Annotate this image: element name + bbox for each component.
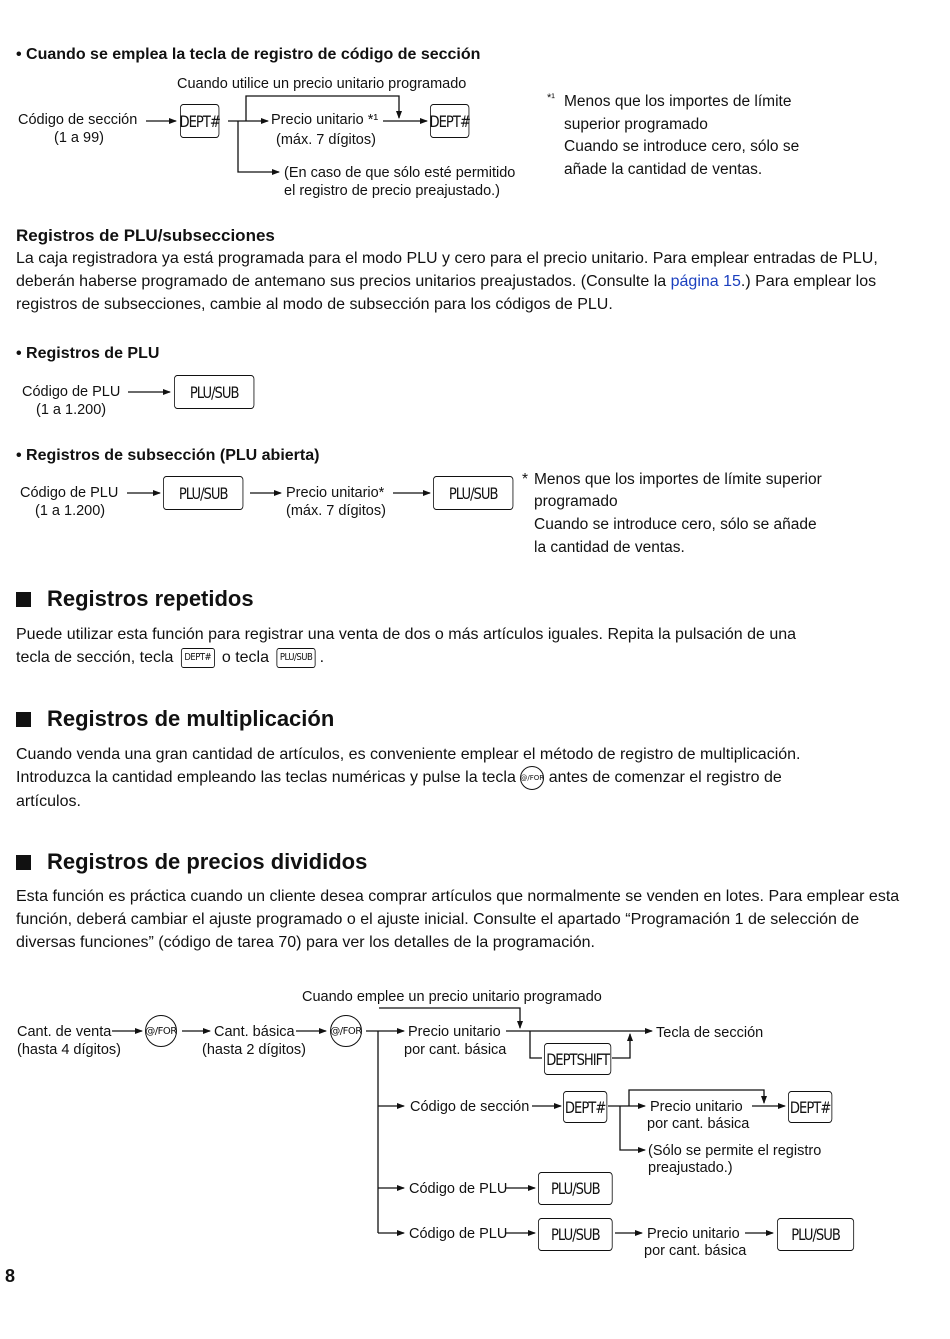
section-code-range: (1 a 99): [54, 130, 104, 146]
dept-key-2[interactable]: DEPT#: [430, 104, 469, 138]
plu-code-label: Código de PLU: [22, 384, 121, 400]
subsection-bullet: • Registros de subsección (PLU abierta): [16, 447, 320, 464]
plu-code-label-2: Código de PLU: [20, 485, 119, 501]
plu-heading: Registros de PLU/subsecciones: [16, 226, 275, 245]
plu-paragraph: La caja registradora ya está programada para el modo PLU y cero para el precio unitario. Para emplear entradas de PLU, deberán haberse programado de antemano sus precios unitarios preajustados. (Consulte la página 15.) Para emplear los registros de subsecciones, cambie al modo de subsección para los códigos de PLU.: [16, 250, 878, 313]
plu-footnote-line4: la cantidad de ventas.: [534, 539, 685, 556]
split-plu-code-label-2: Código de PLU: [409, 1226, 508, 1242]
footnote-mark: *¹: [547, 92, 555, 104]
plu-sub-key-3[interactable]: PLU/SUB: [433, 476, 513, 510]
preset-note-line2: el registro de precio preajustado.): [284, 183, 501, 199]
for-key[interactable]: @/FOR: [145, 1015, 177, 1047]
split-plu-key[interactable]: PLU/SUB: [538, 1172, 613, 1205]
dept-key[interactable]: DEPT#: [180, 104, 219, 138]
split-preset-line2: preajustado.): [648, 1160, 733, 1176]
split-plu-code-label: Código de PLU: [409, 1181, 508, 1197]
for-key-2[interactable]: @/FOR: [330, 1015, 362, 1047]
split-paragraph: Esta función es práctica cuando un cliente desea comprar artículos que normalmente se venden en lotes. Para emplear esta función, deberá cambiar el ajuste programado o el ajuste inicial. Consulte el apartado “Programación 1 de selección de diversas funciones” (código de tarea 70) para ver los detalles de la programación.: [16, 888, 900, 951]
plu-register-bullet: • Registros de PLU: [16, 345, 160, 362]
plu-code-range-2: (1 a 1.200): [35, 503, 106, 519]
split-dept-key-2[interactable]: DEPT#: [788, 1091, 832, 1123]
sale-qty-sub: (hasta 4 dígitos): [17, 1042, 121, 1058]
programmed-price-label: Cuando utilice un precio unitario programado: [177, 76, 467, 92]
plu-footnote-line1: Menos que los importes de límite superior: [534, 471, 822, 488]
mult-heading: Registros de multiplicación: [16, 706, 334, 732]
repeat-heading: Registros repetidos: [16, 586, 254, 612]
plu-footnote-line2: programado: [534, 493, 618, 510]
plu-code-range: (1 a 1.200): [36, 402, 107, 418]
inline-plu-key: PLU/SUB: [277, 648, 316, 668]
split-programmed-label: Cuando emplee un precio unitario programado: [302, 989, 602, 1005]
split-dept-key[interactable]: DEPT#: [563, 1091, 607, 1123]
base-qty-sub: (hasta 2 dígitos): [202, 1042, 306, 1058]
footnote-line3: Cuando se introduce cero, sólo se: [564, 138, 800, 155]
split-unit2-sub: por cant. básica: [647, 1116, 750, 1132]
inline-for-key: @/FOR: [520, 766, 544, 790]
split-section-code-label: Código de sección: [410, 1099, 530, 1115]
section-register-bullet: • Cuando se emplea la tecla de registro de código de sección: [16, 46, 481, 63]
page-number: 8: [5, 1266, 16, 1286]
split-unit2-label: Precio unitario: [650, 1099, 743, 1115]
section-key-label: Tecla de sección: [656, 1025, 764, 1041]
deptshift-key[interactable]: DEPTSHIFT: [544, 1043, 611, 1075]
preset-note-line1: (En caso de que sólo esté permitido: [284, 165, 516, 181]
plu-sub-key-2[interactable]: PLU/SUB: [163, 476, 243, 510]
split-unit3-label: Precio unitario: [647, 1226, 740, 1242]
footnote-line1: Menos que los importes de límite: [564, 93, 792, 110]
footnote-line4: añade la cantidad de ventas.: [564, 161, 763, 178]
split-plu-key-2[interactable]: PLU/SUB: [538, 1218, 613, 1251]
heading-square-icon: [16, 712, 31, 727]
unit-price-label: Precio unitario *¹: [271, 112, 379, 128]
footnote-line2: superior programado: [564, 116, 708, 133]
unit-price-max: (máx. 7 dígitos): [276, 132, 376, 148]
open-plu-price-label: Precio unitario*: [286, 485, 385, 501]
split-plu-key-3[interactable]: PLU/SUB: [777, 1218, 854, 1251]
section-code-label: Código de sección: [18, 112, 138, 128]
heading-square-icon: [16, 592, 31, 607]
unit-price-base-sub: por cant. básica: [404, 1042, 507, 1058]
mult-paragraph: Cuando venda una gran cantidad de artículos, es conveniente emplear el método de registro de multiplicación. Introduzca la cantidad empleando las teclas numéricas y pulse la tecla @/FOR antes de comenzar el registro de artículos.: [16, 746, 801, 810]
sale-qty-label: Cant. de venta: [17, 1024, 112, 1040]
plu-footnote-line3: Cuando se introduce cero, sólo se añade: [534, 516, 817, 533]
plu-footnote-mark: *: [522, 471, 529, 488]
split-unit3-sub: por cant. básica: [644, 1243, 747, 1259]
base-qty-label: Cant. básica: [214, 1024, 295, 1040]
inline-dept-key: DEPT#: [181, 648, 215, 668]
plu-sub-key[interactable]: PLU/SUB: [174, 375, 254, 409]
open-plu-price-max: (máx. 7 dígitos): [286, 503, 386, 519]
repeat-paragraph: Puede utilizar esta función para registrar una venta de dos o más artículos iguales. Repita la pulsación de una tecla de sección, tecla DEPT# o tecla PLU/SUB .: [16, 626, 797, 666]
split-heading: Registros de precios divididos: [16, 849, 367, 875]
page-15-link[interactable]: página 15: [670, 273, 741, 290]
heading-square-icon: [16, 855, 31, 870]
split-preset-line1: (Sólo se permite el registro: [648, 1143, 822, 1159]
unit-price-base-label: Precio unitario: [408, 1024, 501, 1040]
